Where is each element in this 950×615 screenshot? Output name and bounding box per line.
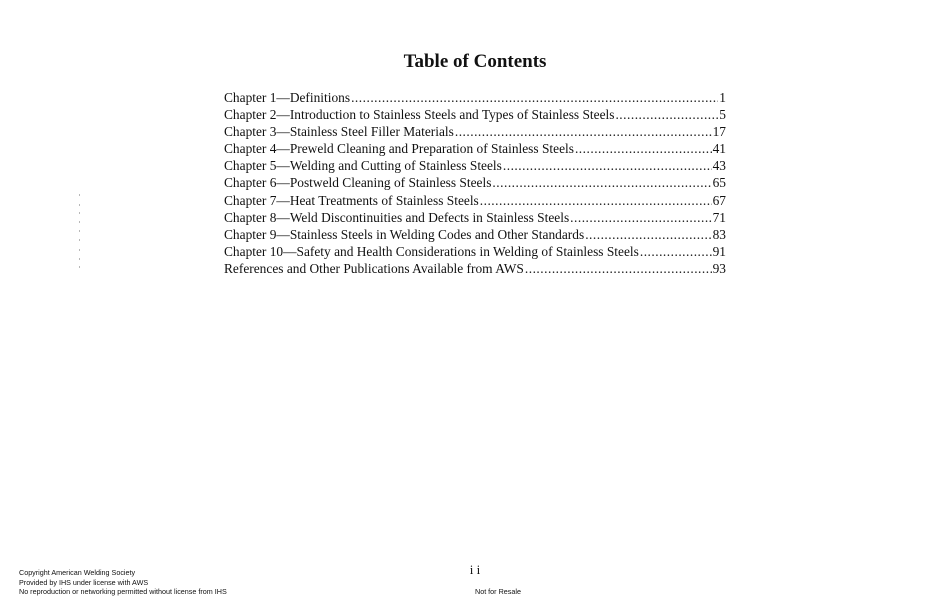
copyright-footer: [19, 568, 227, 597]
dot-leader: [575, 140, 712, 157]
dot-leader: [480, 192, 712, 209]
toc-entry-title: Chapter 8—Weld Discontinuities and Defects in Stainless Steels: [224, 209, 570, 225]
footer-line: Provided by IHS under license with AWS: [19, 577, 149, 587]
toc-entry-page: 83: [712, 226, 726, 242]
toc-entry-page: 5: [719, 107, 726, 123]
toc-entry[interactable]: [224, 174, 726, 191]
toc-entry-title: Chapter 6—Postweld Cleaning of Stainless Steels: [224, 175, 492, 191]
table-of-contents: [224, 89, 726, 277]
dot-leader: [615, 106, 718, 123]
toc-entry-page: 41: [712, 141, 726, 157]
toc-entry[interactable]: [224, 209, 726, 226]
toc-entry[interactable]: [224, 123, 726, 140]
toc-entry[interactable]: [224, 226, 726, 243]
toc-entry-page: 93: [712, 260, 726, 276]
toc-entry[interactable]: [224, 260, 726, 277]
toc-entry[interactable]: [224, 89, 726, 106]
toc-entry-page: 65: [712, 175, 726, 191]
dot-leader: [640, 243, 712, 260]
dot-leader: [503, 157, 712, 174]
toc-entry-title: Chapter 4—Preweld Cleaning and Preparation of Stainless Steels: [224, 141, 574, 157]
toc-entry-title: Chapter 2—Introduction to Stainless Steels and Types of Stainless Steels: [224, 107, 615, 123]
toc-entry-title: Chapter 7—Heat Treatments of Stainless Steels: [224, 192, 479, 208]
toc-entry[interactable]: [224, 157, 726, 174]
dot-leader: [455, 123, 712, 140]
toc-entry-title: Chapter 9—Stainless Steels in Welding Codes and Other Standards: [224, 226, 585, 242]
toc-entry-page: 17: [712, 124, 726, 140]
toc-entry-page: 1: [719, 90, 726, 105]
toc-entry-page: 71: [712, 209, 726, 225]
toc-entry-title: References and Other Publications Available from AWS: [224, 260, 524, 276]
toc-entry-title: Chapter 5—Welding and Cutting of Stainless Steels: [224, 158, 502, 174]
toc-entry-page: 91: [712, 243, 726, 259]
dot-leader: [351, 89, 718, 106]
toc-entry-title: Chapter 10—Safety and Health Considerations in Welding of Stainless Steels: [224, 243, 639, 259]
dot-leader: [570, 209, 711, 226]
toc-entry-page: 67: [712, 192, 726, 208]
toc-entry-title: Chapter 1—Definitions: [224, 90, 351, 105]
toc-entry[interactable]: [224, 140, 726, 157]
page-number: i i: [469, 562, 481, 577]
toc-entry[interactable]: [224, 243, 726, 260]
page-title: Table of Contents: [403, 51, 547, 72]
toc-entry[interactable]: [224, 106, 726, 123]
not-for-resale-label: Not for Resale: [475, 587, 521, 596]
dot-leader: [492, 174, 711, 191]
toc-entry[interactable]: [224, 192, 726, 209]
toc-entry-title: Chapter 3—Stainless Steel Filler Materials: [224, 124, 454, 140]
dot-leader: [525, 260, 712, 277]
margin-watermark-marks: [78, 192, 82, 272]
footer-line: Copyright American Welding Society: [19, 568, 136, 577]
dot-leader: [585, 226, 711, 243]
footer-line: No reproduction or networking permitted without license from IHS: [19, 587, 227, 596]
toc-entry-page: 43: [712, 158, 726, 174]
